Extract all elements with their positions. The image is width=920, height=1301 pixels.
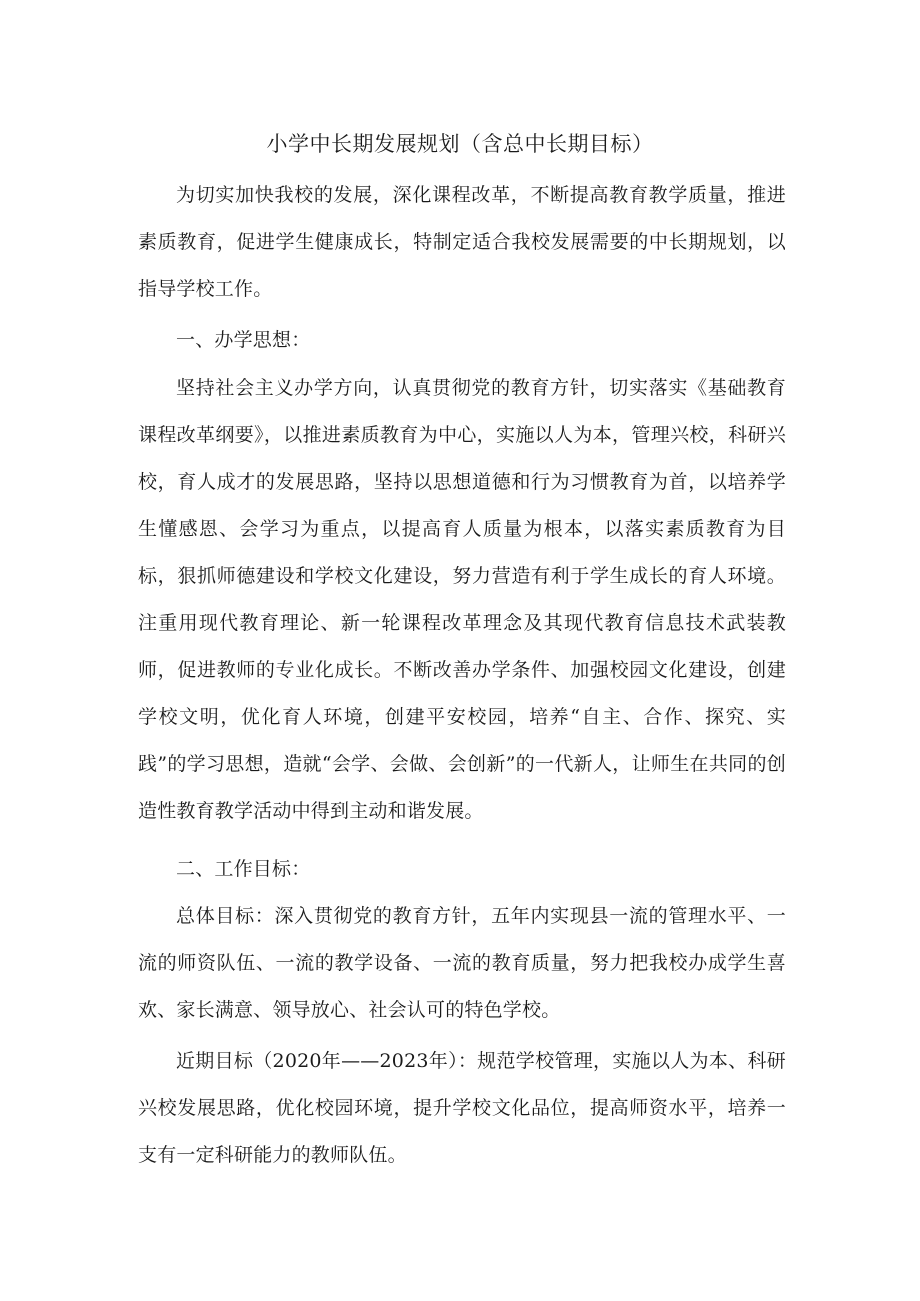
intro-paragraph: 为切实加快我校的发展，深化课程改革，不断提高教育教学质量，推进素质教育，促进学生健康成长，特制定适合我校发展需要的中长期规划，以指导学校工作。 xyxy=(138,184,786,300)
section1-body: 坚持社会主义办学方向，认真贯彻党的教育方针，切实落实《基础教育课程改革纲要》，以推进素质教育为中心，实施以人为本，管理兴校，科研兴校，育人成才的发展思路，坚持以思想道德和行为习惯教育为首，以培养学生懂感恩、会学习为重点，以提高育人质量为根本，以落实素质教育为目标，狠抓师德建设和学校文化建设，努力营造有利于学生成长的育人环境。注重用现代教育理论、新一轮课程改革理念及其现代教育信息技术武装教师，促进教师的专业化成长。不断改善办学条件、加强校园文化建设，创建学校文明，优化育人环境，创建平安校园，培养“自主、合作、探究、实践”的学习思想，造就“会学、会做、会创新”的一代新人，让师生在共同的创造性教育教学活动中得到主动和谐发展。 xyxy=(138,377,786,822)
document-title: 小学中长期发展规划（含总中长期目标） xyxy=(266,132,654,156)
near-goal-paragraph: 近期目标（2020年——2023年）：规范学校管理，实施以人为本、科研兴校发展思路，优化校园环境，提升学校文化品位，提高师资水平，培养一支有一定科研能力的教师队伍。 xyxy=(138,1050,786,1166)
section1-heading: 一、办学思想： xyxy=(176,329,311,351)
overall-goal-paragraph: 总体目标：深入贯彻党的教育方针，五年内实现县一流的管理水平、一流的师资队伍、一流的教学设备、一流的教育质量，努力把我校办成学生喜欢、家长满意、领导放心、社会认可的特色学校。 xyxy=(138,905,786,1021)
section2-heading: 二、工作目标： xyxy=(176,858,311,880)
